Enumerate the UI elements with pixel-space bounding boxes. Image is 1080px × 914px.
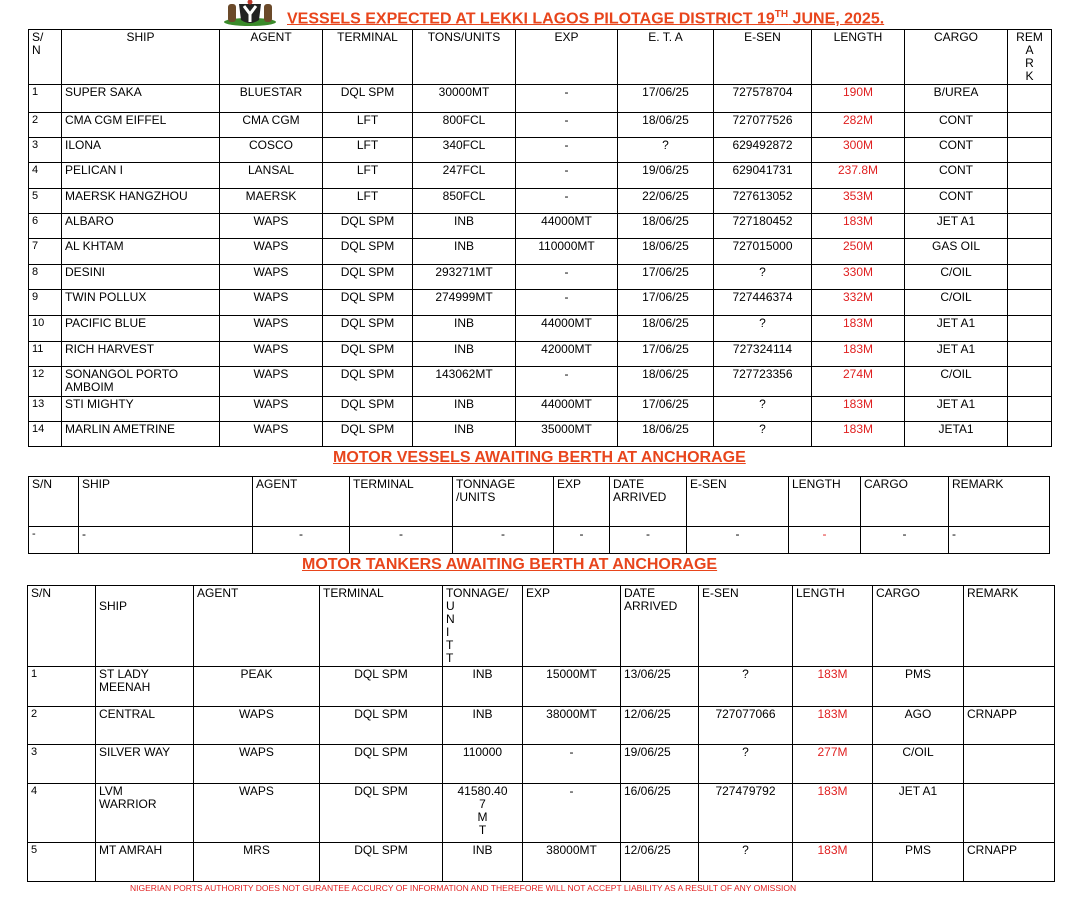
table-cell: - — [610, 527, 687, 554]
table-cell: 183M — [793, 784, 873, 843]
table-cell: - — [516, 367, 618, 397]
table-cell: 14 — [29, 422, 62, 447]
motor-vessels-table — [28, 476, 1050, 554]
column-header: EXP — [554, 477, 610, 527]
table-cell: 340FCL — [413, 138, 516, 163]
table-cell: 17/06/25 — [618, 265, 714, 290]
table-cell: 190M — [812, 85, 905, 113]
table-cell: PMS — [873, 667, 964, 707]
table-cell: 110000 — [443, 745, 523, 784]
table-cell: CRNAPP — [964, 843, 1055, 882]
column-header: REMARK — [949, 477, 1050, 527]
table-cell: 15000MT — [523, 667, 621, 707]
table-cell: ? — [699, 843, 793, 882]
table-cell: 41580.40 7 M T — [443, 784, 523, 843]
table-cell: B/UREA — [905, 85, 1008, 113]
table-cell — [1008, 342, 1052, 367]
table-cell: DQL SPM — [320, 745, 443, 784]
table-cell: INB — [443, 707, 523, 745]
table-header-row — [29, 30, 1052, 85]
table-cell — [1008, 214, 1052, 239]
table-cell: 12/06/25 — [621, 707, 699, 745]
table-cell: WAPS — [220, 265, 323, 290]
table-cell: DQL SPM — [323, 316, 413, 342]
column-header: E-SEN — [714, 30, 812, 85]
table-cell: DQL SPM — [323, 85, 413, 113]
column-header: LENGTH — [812, 30, 905, 85]
table-cell: DQL SPM — [323, 342, 413, 367]
table-cell: GAS OIL — [905, 239, 1008, 265]
table-cell: DQL SPM — [320, 667, 443, 707]
table-cell: CENTRAL — [96, 707, 194, 745]
table-cell: 18/06/25 — [618, 422, 714, 447]
table-cell: AL KHTAM — [62, 239, 220, 265]
table-cell: INB — [413, 342, 516, 367]
table-cell: INB — [413, 422, 516, 447]
table-cell: 237.8M — [812, 163, 905, 189]
table-cell: - — [516, 138, 618, 163]
table-cell: 13 — [29, 397, 62, 422]
table-cell: - — [523, 784, 621, 843]
column-header: TONNAGE/ U N I T T — [443, 586, 523, 667]
table-cell: 22/06/25 — [618, 189, 714, 214]
table-cell: 282M — [812, 113, 905, 138]
table-cell: 183M — [793, 667, 873, 707]
table-cell — [964, 784, 1055, 843]
table-cell: 44000MT — [516, 397, 618, 422]
table-cell: DQL SPM — [320, 843, 443, 882]
table-cell: ? — [714, 316, 812, 342]
table-cell: DQL SPM — [320, 707, 443, 745]
column-header: TERMINAL — [320, 586, 443, 667]
column-header: E-SEN — [699, 586, 793, 667]
table-cell: 18/06/25 — [618, 367, 714, 397]
column-header: LENGTH — [793, 586, 873, 667]
table-cell: 247FCL — [413, 163, 516, 189]
coat-of-arms-icon — [222, 0, 278, 26]
column-header: E-SEN — [687, 477, 789, 527]
disclaimer-footer: NIGERIAN PORTS AUTHORITY DOES NOT GURANTEE ACCURCY OF INFORMATION AND THEREFORE WILL NOT ACCEPT LIABILITY AS A RESULT OF ANY OMISSION — [130, 883, 797, 893]
table-row — [29, 189, 1052, 214]
table-cell: 250M — [812, 239, 905, 265]
table-cell — [1008, 85, 1052, 113]
table-cell: ? — [714, 397, 812, 422]
table-cell: WAPS — [194, 745, 320, 784]
table-cell: LFT — [323, 163, 413, 189]
table-cell: SUPER SAKA — [62, 85, 220, 113]
table-cell: LFT — [323, 138, 413, 163]
table-cell — [964, 745, 1055, 784]
motor-tankers-table — [27, 585, 1055, 882]
table-cell: 183M — [812, 214, 905, 239]
table-cell: MT AMRAH — [96, 843, 194, 882]
table-cell: 727324114 — [714, 342, 812, 367]
table-cell: INB — [413, 316, 516, 342]
table-cell: WAPS — [194, 784, 320, 843]
table-cell: 3 — [28, 745, 96, 784]
table-cell — [1008, 163, 1052, 189]
table-cell: DESINI — [62, 265, 220, 290]
table-cell: - — [350, 527, 453, 554]
column-header: SHIP — [79, 477, 253, 527]
table-cell: 143062MT — [413, 367, 516, 397]
table-cell: CONT — [905, 113, 1008, 138]
table-cell: 1 — [29, 85, 62, 113]
column-header: CARGO — [861, 477, 949, 527]
table-cell: - — [516, 163, 618, 189]
table-cell: BLUESTAR — [220, 85, 323, 113]
table-cell: PMS — [873, 843, 964, 882]
table-cell: 629492872 — [714, 138, 812, 163]
table-cell: 274999MT — [413, 290, 516, 316]
table-cell: INB — [443, 843, 523, 882]
table-cell: 38000MT — [523, 707, 621, 745]
table-cell: 850FCL — [413, 189, 516, 214]
table-cell: 13/06/25 — [621, 667, 699, 707]
table-cell: JET A1 — [905, 397, 1008, 422]
column-header: SHIP — [62, 30, 220, 85]
table-cell: - — [516, 265, 618, 290]
table-cell: INB — [413, 239, 516, 265]
table-cell: 11 — [29, 342, 62, 367]
table-cell: LFT — [323, 113, 413, 138]
table-cell: WAPS — [220, 397, 323, 422]
table-cell: JET A1 — [905, 214, 1008, 239]
table-cell: 17/06/25 — [618, 397, 714, 422]
table-cell: DQL SPM — [323, 397, 413, 422]
table-cell: DQL SPM — [323, 265, 413, 290]
table-cell: SILVER WAY — [96, 745, 194, 784]
column-header: AGENT — [220, 30, 323, 85]
column-header: SHIP — [96, 586, 194, 667]
table-cell: 12 — [29, 367, 62, 397]
table-cell: 110000MT — [516, 239, 618, 265]
table-cell: 727578704 — [714, 85, 812, 113]
column-header: TONS/UNITS — [413, 30, 516, 85]
column-header: E. T. A — [618, 30, 714, 85]
table-row — [29, 113, 1052, 138]
table-row — [28, 843, 1055, 882]
table-cell: ? — [714, 265, 812, 290]
motor-vessels-title: MOTOR VESSELS AWAITING BERTH AT ANCHORAGE — [333, 449, 746, 466]
table-cell: - — [554, 527, 610, 554]
table-cell: 8 — [29, 265, 62, 290]
table-cell — [1008, 239, 1052, 265]
table-cell: ST LADY MEENAH — [96, 667, 194, 707]
table-cell: 3 — [29, 138, 62, 163]
table-cell: 2 — [28, 707, 96, 745]
table-cell: 17/06/25 — [618, 85, 714, 113]
table-cell — [1008, 316, 1052, 342]
table-cell: 1 — [28, 667, 96, 707]
table-cell: - — [949, 527, 1050, 554]
table-cell: - — [789, 527, 861, 554]
table-header-row — [29, 477, 1050, 527]
table-cell: - — [687, 527, 789, 554]
table-cell: C/OIL — [905, 367, 1008, 397]
table-row — [28, 667, 1055, 707]
table-cell: C/OIL — [905, 290, 1008, 316]
table-row — [28, 707, 1055, 745]
table-cell: AGO — [873, 707, 964, 745]
column-header: TONNAGE /UNITS — [453, 477, 554, 527]
table-cell: LANSAL — [220, 163, 323, 189]
table-row — [29, 527, 1050, 554]
table-cell: 44000MT — [516, 214, 618, 239]
table-cell: DQL SPM — [323, 367, 413, 397]
column-header: REMARK — [964, 586, 1055, 667]
table-cell: MRS — [194, 843, 320, 882]
table-cell: 18/06/25 — [618, 214, 714, 239]
table-cell: 183M — [812, 422, 905, 447]
table-cell: TWIN POLLUX — [62, 290, 220, 316]
table-cell: LFT — [323, 189, 413, 214]
table-cell: DQL SPM — [323, 214, 413, 239]
table-cell: 4 — [28, 784, 96, 843]
table-cell: - — [253, 527, 350, 554]
table-cell: SONANGOL PORTO AMBOIM — [62, 367, 220, 397]
table-cell: 277M — [793, 745, 873, 784]
table-cell: - — [516, 189, 618, 214]
table-cell: MAERSK HANGZHOU — [62, 189, 220, 214]
table-cell: WAPS — [220, 316, 323, 342]
table-cell: JET A1 — [873, 784, 964, 843]
column-header: S/N — [29, 477, 79, 527]
table-cell — [964, 667, 1055, 707]
table-cell — [1008, 189, 1052, 214]
table-cell: JET A1 — [905, 316, 1008, 342]
table-row — [29, 290, 1052, 316]
table-row — [29, 265, 1052, 290]
motor-tankers-title: MOTOR TANKERS AWAITING BERTH AT ANCHORAGE — [302, 556, 718, 573]
table-row — [29, 138, 1052, 163]
table-cell: 332M — [812, 290, 905, 316]
table-cell: DQL SPM — [320, 784, 443, 843]
table-cell: 10 — [29, 316, 62, 342]
table-cell: 7 — [29, 239, 62, 265]
table-cell: ? — [618, 138, 714, 163]
table-cell: 16/06/25 — [621, 784, 699, 843]
table-cell: 30000MT — [413, 85, 516, 113]
column-header: CARGO — [873, 586, 964, 667]
table-cell: INB — [413, 214, 516, 239]
table-row — [29, 397, 1052, 422]
table-cell: 5 — [28, 843, 96, 882]
table-row — [29, 214, 1052, 239]
table-cell: CMA CGM EIFFEL — [62, 113, 220, 138]
table-cell: 629041731 — [714, 163, 812, 189]
table-cell: 274M — [812, 367, 905, 397]
table-cell: 17/06/25 — [618, 290, 714, 316]
column-header: TERMINAL — [350, 477, 453, 527]
table-cell: 17/06/25 — [618, 342, 714, 367]
column-header: EXP — [523, 586, 621, 667]
table-cell: WAPS — [220, 422, 323, 447]
table-cell: 12/06/25 — [621, 843, 699, 882]
table-cell: 183M — [793, 707, 873, 745]
table-cell: 727446374 — [714, 290, 812, 316]
column-header: S/N — [28, 586, 96, 667]
table-cell — [1008, 113, 1052, 138]
table-cell: - — [453, 527, 554, 554]
table-cell: PACIFIC BLUE — [62, 316, 220, 342]
table-cell: 183M — [812, 316, 905, 342]
table-cell: INB — [413, 397, 516, 422]
table-cell — [1008, 397, 1052, 422]
table-cell: 4 — [29, 163, 62, 189]
table-cell: WAPS — [220, 214, 323, 239]
table-cell: 183M — [812, 397, 905, 422]
column-header: EXP — [516, 30, 618, 85]
table-cell: - — [516, 290, 618, 316]
table-cell: 727723356 — [714, 367, 812, 397]
table-cell: - — [523, 745, 621, 784]
table-row — [29, 342, 1052, 367]
table-header-row — [28, 586, 1055, 667]
table-cell: 727613052 — [714, 189, 812, 214]
column-header: AGENT — [253, 477, 350, 527]
table-cell — [1008, 290, 1052, 316]
table-row — [29, 316, 1052, 342]
table-cell: CMA CGM — [220, 113, 323, 138]
table-cell: 2 — [29, 113, 62, 138]
table-cell: - — [79, 527, 253, 554]
table-cell — [1008, 367, 1052, 397]
table-cell: - — [861, 527, 949, 554]
table-cell: - — [516, 113, 618, 138]
table-cell: 18/06/25 — [618, 316, 714, 342]
table-row — [28, 745, 1055, 784]
table-cell: ? — [714, 422, 812, 447]
table-cell: 353M — [812, 189, 905, 214]
table-row — [29, 367, 1052, 397]
column-header: S/ N — [29, 30, 62, 85]
table-cell: 38000MT — [523, 843, 621, 882]
table-cell: WAPS — [220, 239, 323, 265]
table-cell: 800FCL — [413, 113, 516, 138]
table-cell: WAPS — [220, 367, 323, 397]
table-cell: JET A1 — [905, 342, 1008, 367]
table-cell: 19/06/25 — [621, 745, 699, 784]
table-cell: - — [516, 85, 618, 113]
expected-vessels-table — [28, 29, 1052, 447]
table-cell: 727077066 — [699, 707, 793, 745]
table-cell: COSCO — [220, 138, 323, 163]
table-cell: INB — [443, 667, 523, 707]
table-cell: 727077526 — [714, 113, 812, 138]
table-cell: 6 — [29, 214, 62, 239]
table-cell: JETA1 — [905, 422, 1008, 447]
table-row — [29, 85, 1052, 113]
page-title: VESSELS EXPECTED AT LEKKI LAGOS PILOTAGE DISTRICT 19TH JUNE, 2025. — [287, 9, 885, 28]
column-header: TERMINAL — [323, 30, 413, 85]
column-header: CARGO — [905, 30, 1008, 85]
table-cell: PEAK — [194, 667, 320, 707]
table-cell: 293271MT — [413, 265, 516, 290]
column-header: LENGTH — [789, 477, 861, 527]
table-cell — [1008, 422, 1052, 447]
table-cell: 18/06/25 — [618, 239, 714, 265]
table-cell: ? — [699, 667, 793, 707]
table-cell: DQL SPM — [323, 239, 413, 265]
table-cell: MARLIN AMETRINE — [62, 422, 220, 447]
table-cell: 727015000 — [714, 239, 812, 265]
table-cell: RICH HARVEST — [62, 342, 220, 367]
table-row — [29, 239, 1052, 265]
table-cell: CONT — [905, 138, 1008, 163]
table-cell: DQL SPM — [323, 290, 413, 316]
table-cell: C/OIL — [905, 265, 1008, 290]
table-cell: 330M — [812, 265, 905, 290]
table-cell: PELICAN I — [62, 163, 220, 189]
table-cell: 183M — [812, 342, 905, 367]
table-cell — [1008, 265, 1052, 290]
table-cell: 44000MT — [516, 316, 618, 342]
table-cell: 19/06/25 — [618, 163, 714, 189]
table-cell: 18/06/25 — [618, 113, 714, 138]
table-row — [29, 163, 1052, 189]
table-cell: ? — [699, 745, 793, 784]
table-cell: MAERSK — [220, 189, 323, 214]
table-cell: CONT — [905, 163, 1008, 189]
table-cell: 183M — [793, 843, 873, 882]
table-cell: WAPS — [194, 707, 320, 745]
table-cell — [1008, 138, 1052, 163]
table-cell: CONT — [905, 189, 1008, 214]
table-cell: 5 — [29, 189, 62, 214]
column-header: DATE ARRIVED — [621, 586, 699, 667]
column-header: REM A R K — [1008, 30, 1052, 85]
table-cell: DQL SPM — [323, 422, 413, 447]
table-cell: LVM WARRIOR — [96, 784, 194, 843]
table-cell: 727180452 — [714, 214, 812, 239]
table-cell: CRNAPP — [964, 707, 1055, 745]
column-header: DATE ARRIVED — [610, 477, 687, 527]
table-cell: 35000MT — [516, 422, 618, 447]
table-cell: 42000MT — [516, 342, 618, 367]
table-cell: ILONA — [62, 138, 220, 163]
table-cell: WAPS — [220, 342, 323, 367]
table-cell: WAPS — [220, 290, 323, 316]
table-cell: STI MIGHTY — [62, 397, 220, 422]
table-cell: C/OIL — [873, 745, 964, 784]
table-cell: - — [29, 527, 79, 554]
table-cell: ALBARO — [62, 214, 220, 239]
table-row — [29, 422, 1052, 447]
table-row — [28, 784, 1055, 843]
table-cell: 300M — [812, 138, 905, 163]
table-cell: 9 — [29, 290, 62, 316]
table-cell: 727479792 — [699, 784, 793, 843]
column-header: AGENT — [194, 586, 320, 667]
